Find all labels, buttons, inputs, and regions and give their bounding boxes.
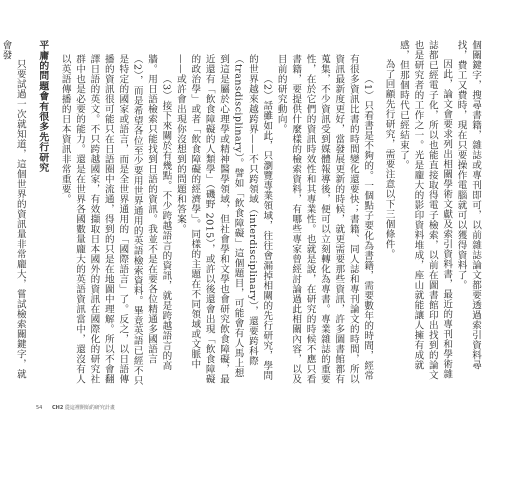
paragraph-condition-1: （1）只看書是不夠的。一個點子要化為書籍，需要數年的時間，經常有很多資訊比書的時間變化還要快；書籍、同人誌和專刊論文的時間，所以資訊最新度更好，當發展更新的時候，就更需要那些資訊，許多圖書館都有蒐集，不少資訊受到媒體報導後，便可以立刻轉化為專書。專業雜誌的重要性，在於它們的資訊時效性和其專業性。也就是說，在研究的時候不應只看書籍，要提供什麼樣的檢索資料，有哪些專家曾經討論過此相關內容，以及目前的研究動向。 — [275, 54, 374, 385]
section-heading: 平庸的問題會有很多先行研究 — [37, 40, 49, 173]
paragraph-closing: 只要試過一次就知道，這個世界的資訊量非常龐大，嘗試檢索關鍵字，就會發 — [0, 40, 26, 380]
chapter-title: 從這裡開始的研究計畫 — [64, 405, 115, 411]
paragraph-condition-3: （3）接下來關於有幾點。不少跨越語言的資訊，就是跨越語言的高牆。用日語檢索只能找到日語的資訊。我並不是在要各位精通多國語言（2），而是希望各位至少要用世界通用的英語檢索資料。畢竟英語已經不只是特定的國家或語言，而是全世界通用的「國際語言」了。反之，以日語傳播的資訊很可能只在日語圈中流通，得到的只是在地圖中理解。所以不會翻譯日語的英文。不只跨越國家，有效擷取日本國外的資訊在國際化的研究社群中也是必要的能力。還是在世界各國數量龐大的英語資訊當中，還沒有人以英語傳播的日本資訊非常重要。 — [59, 54, 172, 387]
vertical-text-body — [0, 40, 482, 388]
page-footer — [36, 405, 115, 412]
paragraph-electronic-search: 因此，論文會要求列出相關學術文獻及索引資料書，最近的專刊和學術雜誌都已經電子化，所以也能直接取得電子檢索，以前在圖書館印出找到的論文也是研究者的工作之一。光是龐大的影印資料堆成，座山就能讓人擁有成就感，但那個時代已經結束了。 — [397, 40, 453, 380]
paragraph-condition-2: （2）話雖如此，只瀏覽專業領域，往往會漏掉相關的先行研究，學問的世界越來越跨界——不只跨領域（interdisciplinary），還要跨科際（transdisciplinary）。譬如「飲食障礙」這個題目，可能會有人馬上想到這是屬於心理學或精神醫學領域，但社會學和文學也會研究飲食障礙，最近還有「飲食障礙的人類學」（磯野 2015），或許以後還會出現「飲食障礙的政治學」或者「飲食障礙的經濟學」。同樣的主題在不同領域或文脈中——或許會出現你沒想到的問題和答案。 — [174, 54, 273, 385]
chapter-label: CH2 — [51, 405, 64, 411]
paragraph-continuation: 個關鍵字，搜尋書籍，雜誌或專刊即可，以前雜誌論文都要透過索引資料尋找，費工又費時，現在只要操作電腦就可以獲得資料了。 — [455, 40, 481, 370]
paragraph-three-conditions: 為了回顧先行研究，需要注意以下三個條件。 — [383, 59, 395, 260]
page-number: 54 — [36, 405, 43, 411]
